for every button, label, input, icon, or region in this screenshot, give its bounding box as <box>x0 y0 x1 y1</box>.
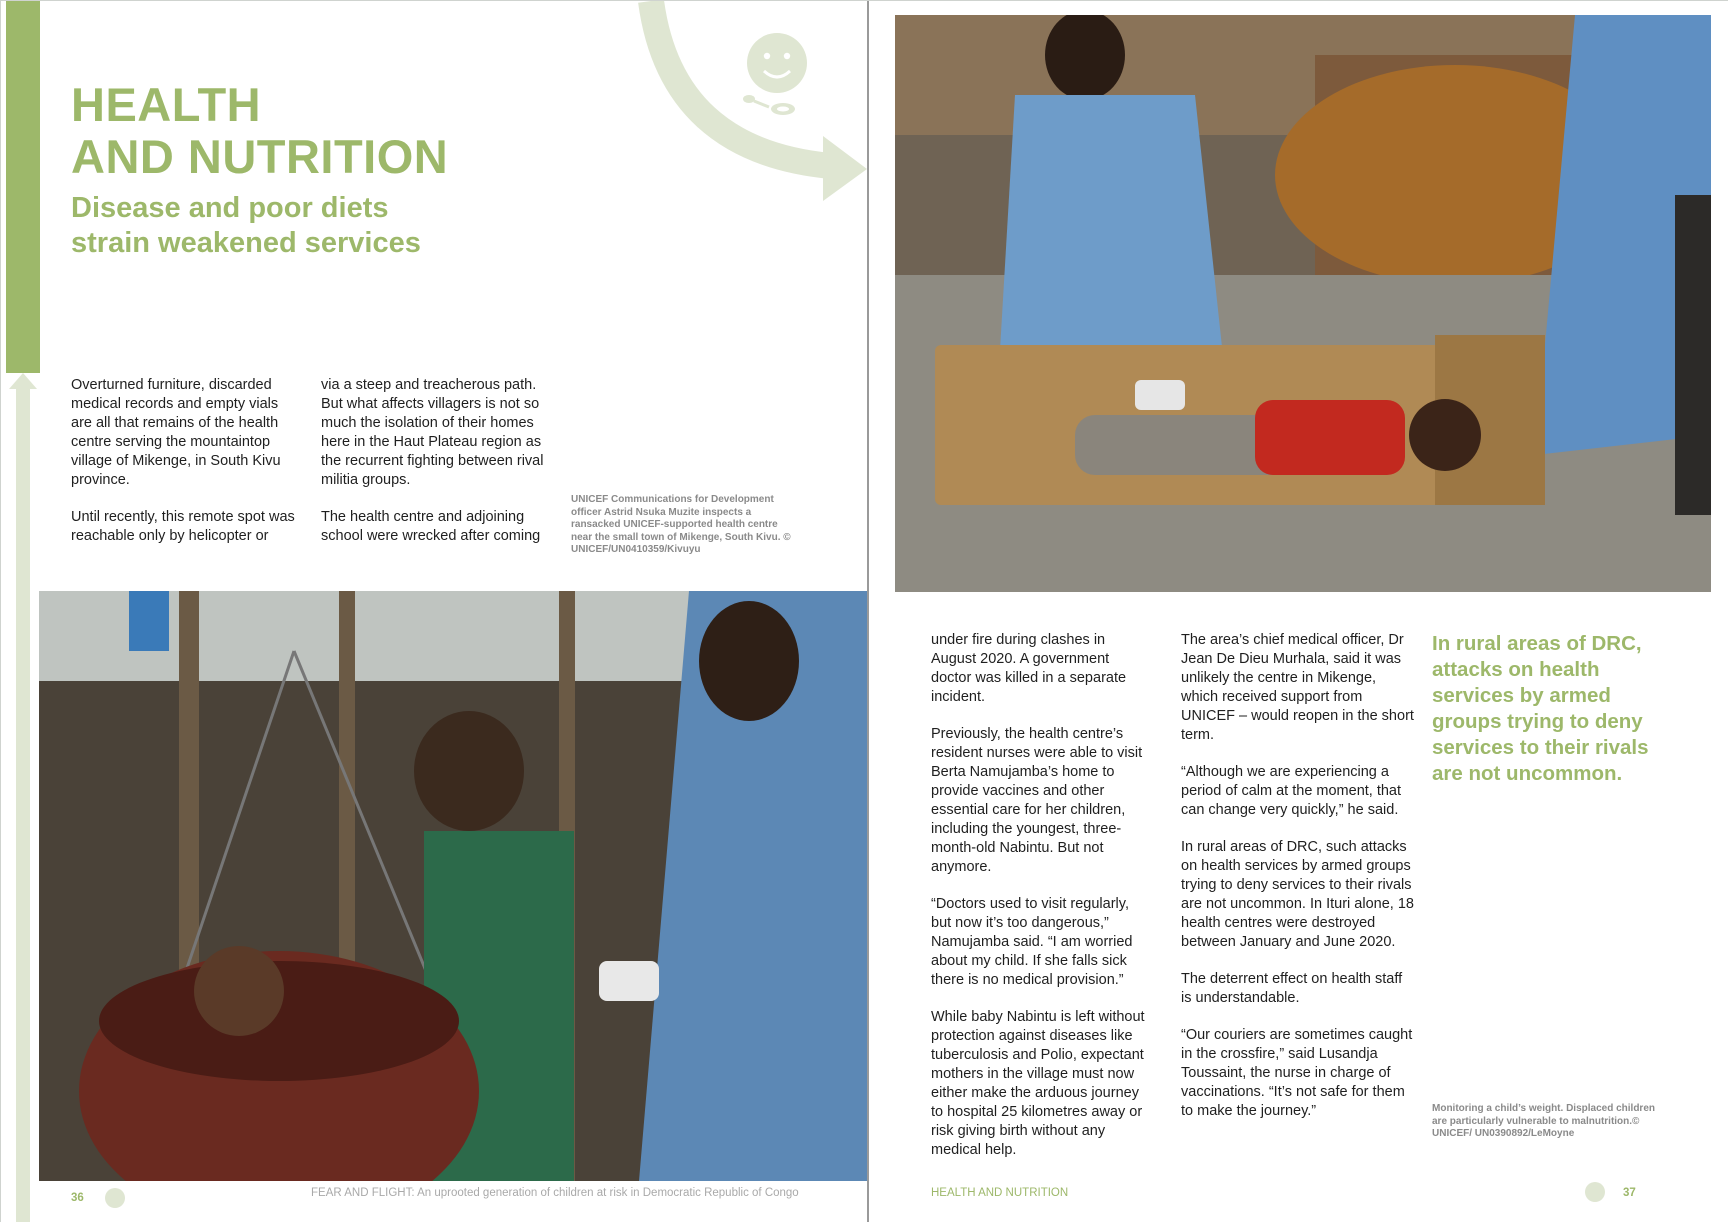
child-weighing-photo <box>895 15 1711 592</box>
paragraph: Until recently, this remote spot was reachable only by helicopter or <box>71 509 295 544</box>
photo-illustration <box>39 591 867 1181</box>
photo-illustration <box>895 15 1711 592</box>
title-line-1: HEALTH <box>71 78 262 131</box>
title-line-2: AND NUTRITION <box>71 130 449 183</box>
body-column-1 <box>71 376 296 564</box>
page-title <box>71 79 448 183</box>
body-column-3 <box>931 631 1151 1178</box>
paragraph: Previously, the health centre’s resident nurses were able to visit Berta Namujamba’s home to provide vaccines and other essential care for her children, including the youngest, three-month-old Nabintu. But not anymore. <box>931 726 1143 875</box>
paragraph: under fire during clashes in August 2020. A government doctor was killed in a separate incident. <box>931 632 1127 705</box>
body-column-2 <box>321 376 551 564</box>
pull-quote: In rural areas of DRC, attacks on health services by armed groups trying to deny services to their rivals are not uncommon. <box>1432 632 1649 785</box>
right-footer <box>931 1187 1691 1199</box>
body-column-4 <box>1181 631 1416 1139</box>
smiley-face-icon <box>1581 1181 1609 1203</box>
photo-caption: UNICEF Communications for Development officer Astrid Nsuka Muzite inspects a ransacked UNICEF-supported health centre near the small town of Mikenge, South Kivu. © UNICEF/UN0410359/Kivuyu <box>571 494 791 555</box>
paragraph: “Our couriers are sometimes caught in the crossfire,” said Lusandja Toussaint, the nurse in charge of vaccinations. “It’s not safe for them to make the journey.” <box>1181 1027 1413 1119</box>
footer-section-title: HEALTH AND NUTRITION <box>931 1187 1069 1199</box>
paragraph: Overturned furniture, discarded medical records and empty vials are all that remains of the health centre serving the mountaintop village of Mikenge, in South Kivu province. <box>71 377 281 488</box>
right-page <box>869 1 1728 1222</box>
paragraph: “Although we are experiencing a period of calm at the moment, that can change very quickly,” he said. <box>1181 764 1402 818</box>
left-page <box>1 1 867 1222</box>
health-centre-photo <box>39 591 867 1181</box>
page-subtitle <box>71 191 421 261</box>
subtitle-line-1: Disease and poor diets <box>71 192 389 224</box>
up-arrow-icon <box>3 373 43 1222</box>
smiley-face-icon <box>747 33 807 93</box>
curved-arrow-icon <box>631 1 867 211</box>
photo-caption: Monitoring a child’s weight. Displaced children are particularly vulnerable to malnutrition.© UNICEF/ UN0390892/LeMoyne <box>1432 1103 1655 1139</box>
paragraph: The health centre and adjoining school were wrecked after coming <box>321 509 541 544</box>
spoon-plate-icon <box>743 95 795 115</box>
paragraph: In rural areas of DRC, such attacks on health services by armed groups trying to deny services to their rivals are not uncommon. In Ituri alone, 18 health centres were destroyed between January and June 2020. <box>1181 839 1414 950</box>
subtitle-line-2: strain weakened services <box>71 227 421 259</box>
smiley-face-icon <box>101 1187 129 1209</box>
paragraph: While baby Nabintu is left without protection against diseases like tuberculosis and Polio, expectant mothers in the village must now either make the arduous journey to hospital 25 kilometres away or risk giving birth without any medical help. <box>931 1009 1145 1158</box>
page-number-right: 37 <box>1623 1187 1636 1199</box>
paragraph: via a steep and treacherous path. But what affects villagers is not so much the isolation of their homes here in the Haut Plateau region as the recurrent fighting between rival militia groups. <box>321 377 544 488</box>
accent-bar <box>6 1 40 373</box>
footer-publication-title: FEAR AND FLIGHT: An uprooted generation of children at risk in Democratic Republic of Congo <box>311 1187 799 1199</box>
paragraph: The area’s chief medical officer, Dr Jean De Dieu Murhala, said it was unlikely the centre in Mikenge, which received support from UNICEF – would reopen in the short term. <box>1181 632 1414 743</box>
paragraph: The deterrent effect on health staff is understandable. <box>1181 971 1403 1006</box>
page-number-left: 36 <box>71 1192 84 1205</box>
left-footer <box>71 1187 811 1209</box>
paragraph: “Doctors used to visit regularly, but now it’s too dangerous,” Namujamba said. “I am worried about my child. If she falls sick there is no medical provision.” <box>931 896 1133 988</box>
